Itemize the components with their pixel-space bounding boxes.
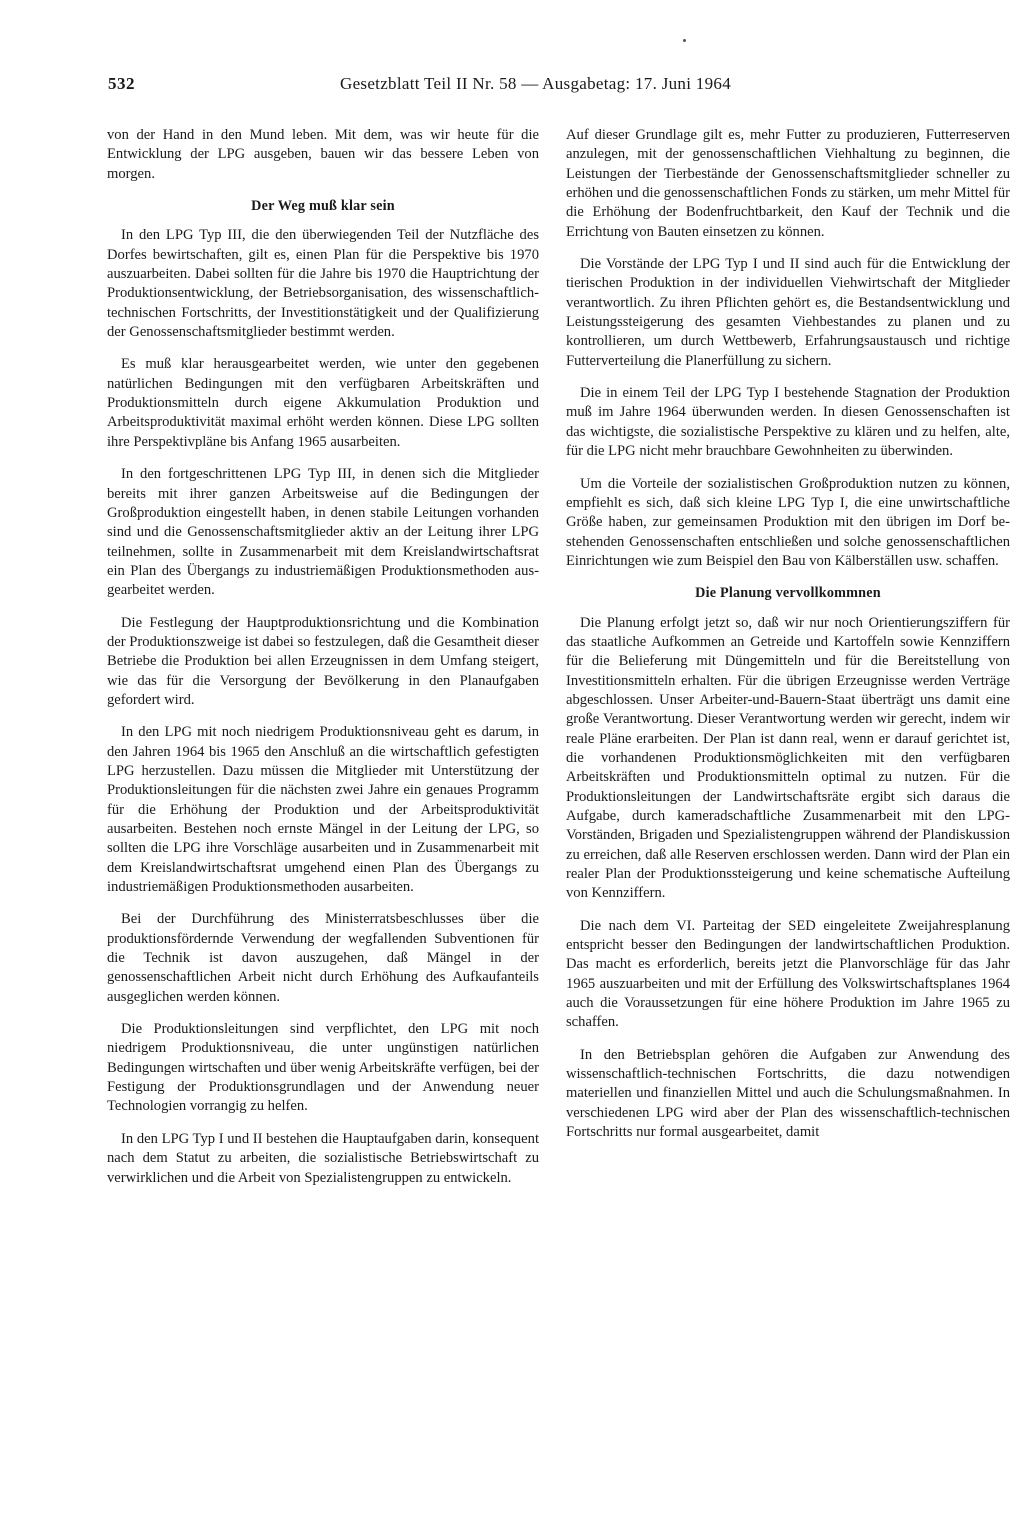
paragraph: Die in einem Teil der LPG Typ I bestehende Stagnation der Produktion muß im Jahre 1964 überwunden werden. In diesen Genossenschaften ist das wichtigste, die sozialistische Perspektive zu klären und zu helfen, alte, für die LPG nicht mehr brauchbare Gewohnheiten zu überwinden. [566,385,1010,460]
paragraph: Die Produktionsleitungen sind verpflichtet, den LPG mit noch niedrigem Produktionsniveau, die unter ungünstigen natürlichen Bedingungen wirtschaften und über wenig Arbeitskräfte verfügen, bei der Festigung der Produktionsgrundlagen und der Anwendung neuer Technologien vorrangig zu helfen. [107,1021,539,1115]
paragraph: In den LPG mit noch niedrigem Produktionsniveau geht es darum, in den Jahren 1964 bis 1965 den Anschluß an die wirtschaftlich gefestigten LPG herzustellen. Dazu müssen die Mitglieder mit Unterstützung der Produktionsleitungen für die nächsten zwei Jahre ein genaues Programm für die Erhöhung der Produktion und der Arbeitsproduktivität ausarbeiten. Bestehen noch ernste Mängel in der Leitung der LPG, so sollten die LPG ihre Vorschläge ausarbeiten und in Zusammenarbeit mit dem Kreislandwirtschaftsrat umgehend einen Plan des Übergangs zu industriemäßigen Produktionsmethoden ausarbeiten. [107,724,539,896]
paragraph: Bei der Durchführung des Ministerratsbeschlusses über die produktionsfördernde Verwendung der wegfallenden Subventionen für die Technik ist davon auszugehen, daß Mängel in der genossenschaftlichen Arbeit nicht durch Erhöhung des Aufkaufanteils ausgeglichen werden können. [107,911,539,1005]
page-number: 532 [108,74,135,93]
paragraph: In den fortgeschrittenen LPG Typ III, in denen sich die Mitglieder bereits mit ihrer ganzen Arbeitsweise auf die Bedingungen der Großproduktion eingestellt haben, in denen stabile Leitungen vorhanden sind und die Genossenschaftsmitglieder aktiv an der Leitung ihrer LPG teilnehmen, sollte in Zusammenarbeit mit dem Kreislandwirtschaftsrat ein Plan des Übergangs zu industriemäßigen Produktionsmethoden ausgearbeitet werden. [107,466,539,599]
print-speck [683,39,686,42]
paragraph: Es muß klar herausgearbeitet werden, wie unter den gegebenen natürlichen Bedingungen mit den verfügbaren Arbeitskräften und Produktionsmitteln durch eigene Akkumulation Produktion und Arbeitsproduktivität maximal erhöht werden können. Diese LPG sollten ihre Perspektivpläne bis Anfang 1965 ausarbeiten. [107,356,539,450]
paragraph: Die nach dem VI. Parteitag der SED eingeleitete Zweijahresplanung entspricht besser den Bedingungen der landwirtschaftlichen Produktion. Das macht es erforderlich, bereits jetzt die Planvorschläge für das Jahr 1965 auszuarbeiten und mit der Erfüllung des Volkswirtschaftsplanes 1964 auch die Voraussetzungen für eine höhere Produktion im Jahre 1965 zu schaffen. [566,917,1010,1031]
right-column [566,126,1010,1156]
paragraph: In den Betriebsplan gehören die Aufgaben zur Anwendung des wissenschaftlich-technischen Fortschritts, die dazu notwendigen materiellen und finanziellen Mittel und auch die Schulungsmaßnahmen. In verschiedenen LPG wird aber der Plan des wissenschaftlich-technischen Fortschritts nur formal ausgearbeitet, damit [566,1046,1010,1141]
paragraph: Um die Vorteile der sozialistischen Großproduktion nutzen zu können, empfiehlt es sich, daß sich kleine LPG Typ I, die eine unwirtschaftliche Größe haben, zur gemeinsamen Produktion mit den übrigen im Dorf bestehenden Genossenschaften entschließen und solche genossenschaftlichen Einrichtungen wie zum Beispiel den Bau von Kälberställen usw. schaffen. [566,475,1010,569]
running-title: Gesetzblatt Teil II Nr. 58 — Ausgabetag: 17. Juni 1964 [340,74,731,93]
paragraph: Auf dieser Grundlage gilt es, mehr Futter zu produzieren, Futterreserven anzulegen, mit der genossenschaftlichen Viehhaltung zu beginnen, die Leistungen der Tierbestände der Genossenschaftsmitglieder schneller zu erhöhen und die genossenschaftlichen Fonds zu stärken, um mehr Mittel für die Erhöhung der Bodenfruchtbarkeit, den Kauf der Technik und die Errichtung von Bauten einsetzen zu können. [566,127,1010,240]
paragraph: In den LPG Typ III, die den überwiegenden Teil der Nutzfläche des Dorfes bewirtschaften, gilt es, einen Plan für die Perspektive bis 1970 auszuarbeiten. Dabei sollten für die Jahre bis 1970 die Hauptrichtung der Produktionsentwicklung, der Betriebsorganisation, des wissenschaftlich-technischen Fortschritts, der Investitionstätigkeit und der Qualifizierung der Genossenschaftsmitglieder bestimmt werden. [107,227,539,341]
paragraph: Die Festlegung der Hauptproduktionsrichtung und die Kombination der Produktionszweige ist dabei so festzulegen, daß die Gesamtheit dieser Betriebe die Produktion bei allen Erzeugnissen in dem Umfang steigert, wie das für die Versorgung der Bevölkerung in den Planaufgaben gefordert wird. [107,614,540,708]
paragraph: Die Planung erfolgt jetzt so, daß wir nur noch Orientierungsziffern für das staatliche Aufkommen an Getreide und Kartoffeln sowie Kennziffern für die Belieferung mit Düngemitteln und für die Bereitstellung von Investitionsmitteln erhalten. Für die übrigen Erzeugnisse werden Verträge abgeschlossen. Unser Arbeiter-und-Bauern-Staat überträgt uns damit eine große Verantwortung. Dieser Verantwortung werden wir gerecht, indem wir reale Pläne erarbeiten. Der Plan ist dann real, wenn er darauf gerichtet ist, die vorhandenen Produktionsmöglichkeiten mit den verfügbaren Arbeitskräften und Produktionsmitteln optimal zu nutzen. Für die Produktionsleitungen der Landwirtschaftsräte ergibt sich daraus die Aufgabe, durch kameradschaftliche Zusammenarbeit mit den LPG-Vorständen, Brigaden und Spezialistengruppen während der Plandiskussion zu erreichen, daß alle Reserven erschlossen werden. Dann wird der Plan ein realer Plan der Produktionssteigerung und keine schematische Aufteilung von Kennziffern. [566,614,1010,902]
paragraph: von der Hand in den Mund leben. Mit dem, was wir heute für die Entwicklung der LPG ausgeben, bauen wir das bessere Leben von morgen. [107,127,539,182]
paragraph: Die Vorstände der LPG Typ I und II sind auch für die Entwicklung der tierischen Produktion in der individuellen Viehwirtschaft der Mitglieder verantwortlich. Zu ihren Pflichten gehört es, die Bestandsentwicklung und Leistungssteigerung des gesamten Viehbestandes zu planen und zu kontrollieren, um durch Wettbewerb, Erfahrungsaustausch und richtige Futterverteilung die Planerfüllung zu sichern. [566,256,1010,369]
left-column [107,126,539,1201]
paragraph: In den LPG Typ I und II bestehen die Hauptaufgaben darin, konsequent nach dem Statut zu arbeiten, die sozialistische Betriebswirtschaft zu verwirklichen und die Arbeit von Spezialistengruppen zu entwickeln. [107,1130,539,1186]
page-header [108,74,1013,100]
section-heading: Der Weg muß klar sein [251,198,395,215]
section-heading: Die Planung vervollkommnen [695,585,881,602]
